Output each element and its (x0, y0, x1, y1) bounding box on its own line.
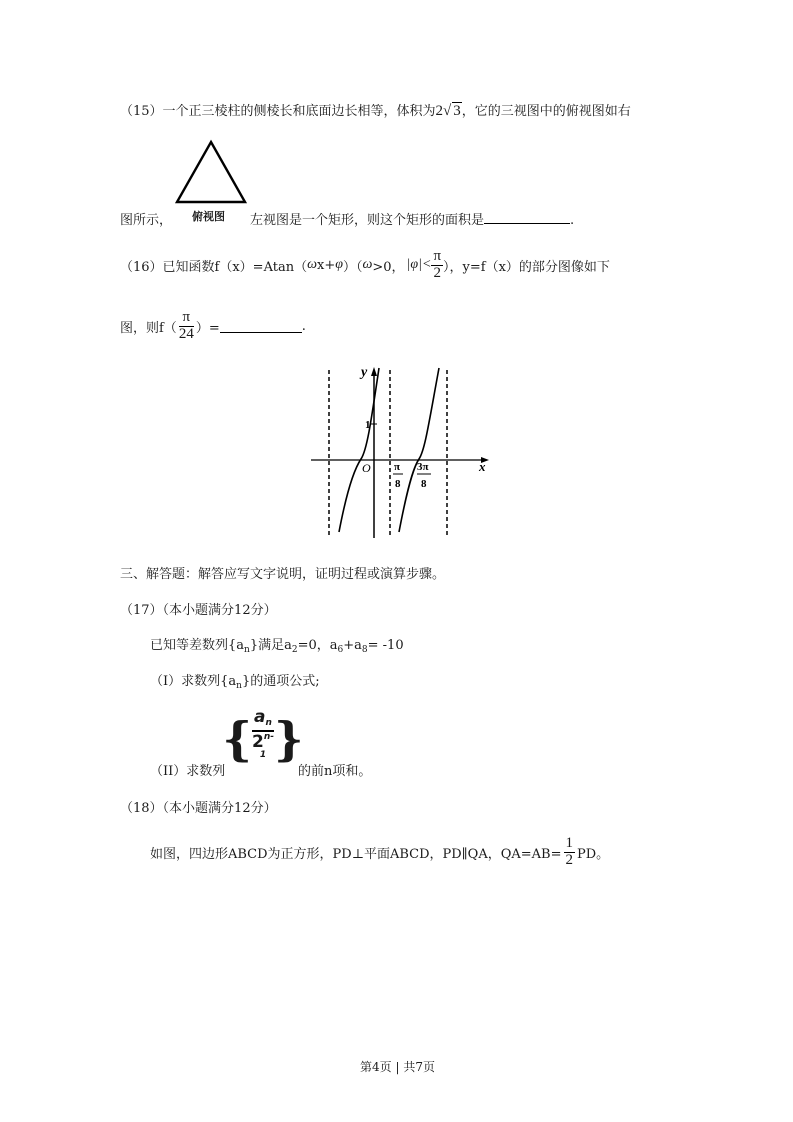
q15-text-end: ，它的三视图中的俯视图如右 (461, 104, 631, 119)
seq-sub: n (265, 717, 272, 728)
page-current: 第4页 (360, 1060, 392, 1074)
q15-question: 左视图是一个矩形，则这个矩形的面积是 (250, 213, 485, 228)
seq-den (252, 733, 274, 770)
part2-a: （II）求数列 (150, 764, 226, 779)
seq-fraction (252, 708, 274, 770)
q15-period: . (570, 213, 575, 228)
pi-over-24 (179, 310, 194, 343)
q15-radicand: 3 (453, 103, 461, 119)
section-3-heading: 三、解答题：解答应写文字说明，证明过程或演算步骤。 (120, 567, 446, 582)
q15-line2-start: 图所示， (120, 213, 173, 228)
q15-text: （15）一个正三棱柱的侧棱长和底面边长相等，体积为 (120, 104, 436, 119)
given-e: = -10 (367, 638, 404, 653)
q18-text (150, 832, 609, 872)
tick-3pi-den: 8 (421, 478, 427, 490)
top-view-label: 俯视图 (192, 210, 225, 223)
triangle-shape (177, 142, 245, 202)
given-d: +a (343, 638, 362, 653)
given-b: }满足a (249, 638, 292, 653)
x-label: x (479, 459, 486, 474)
tick-3pi-num: 3π (417, 461, 429, 473)
q17-given (150, 634, 404, 655)
seq-two: 2 (252, 731, 264, 752)
footer-separator: | (395, 1060, 400, 1074)
q17-part2-end: 的前n项和。 (298, 764, 372, 779)
seq-a: a (254, 706, 266, 727)
left-brace: { (222, 712, 252, 766)
tan-branch-1 (339, 368, 379, 532)
q16-text-a: （16）已知函数f（x）=Atan（ (120, 259, 308, 275)
seq-num (252, 708, 274, 729)
frac-num: π (433, 247, 442, 264)
sub-2: 2 (291, 645, 298, 655)
tan-branch-2 (399, 368, 439, 532)
q17-header: （17）（本小题满分12分） (120, 603, 277, 618)
given-a: 已知等差数列{a (150, 638, 245, 653)
frac-den: 2 (433, 264, 441, 281)
y-label: y (361, 365, 368, 380)
q18-header: （18）（本小题满分12分） (120, 801, 277, 816)
q16-line2-eq: ）= (195, 320, 220, 336)
q18-text-b: PD。 (577, 846, 610, 862)
sub-n: n (236, 681, 242, 691)
part1-b: }的通项公式; (241, 674, 320, 689)
given-c: =0，a (297, 638, 338, 653)
tick-pi-den: 8 (395, 478, 401, 490)
sub-8: 8 (361, 645, 368, 655)
one-half (564, 836, 576, 869)
page-footer (360, 1058, 435, 1075)
y-axis-arrow (371, 367, 377, 376)
phi: φ (335, 257, 343, 272)
q16-text-e: ），y=f（x）的部分图像如下 (443, 259, 610, 275)
answer-blank-15 (484, 211, 570, 224)
q16-line2 (120, 306, 306, 346)
page-total: 共7页 (403, 1060, 435, 1074)
q15-line2b (250, 209, 574, 228)
sequence-formula (222, 706, 304, 772)
answer-blank-16 (220, 320, 302, 333)
q15-line2 (120, 209, 172, 228)
q16-text-d: >0， (372, 259, 405, 275)
sub-6: 6 (337, 645, 344, 655)
q17-part2 (150, 760, 225, 779)
part1-a: （I）求数列{a (150, 674, 237, 689)
tick-pi-num: π (394, 461, 401, 473)
frac-den: 2 (565, 851, 573, 868)
frac-num: 1 (565, 834, 573, 851)
q16-text-b: x+ (316, 257, 336, 273)
y-tick-one: 1 (365, 419, 371, 431)
frac-num: π (182, 308, 191, 325)
omega-2: ω (362, 257, 373, 272)
q15-volume-coef: 2 (435, 103, 444, 119)
pi-over-2 (431, 249, 443, 282)
seq-exp: n-1 (259, 731, 274, 761)
q17-part1 (150, 670, 320, 691)
q15-line1 (120, 100, 631, 120)
abs-phi: |φ|< (406, 257, 432, 272)
tangent-graph (305, 362, 495, 540)
q16-period: . (301, 318, 306, 334)
sqrt-sign: √ (443, 103, 452, 119)
origin-label: O (362, 461, 371, 475)
frac-den: 24 (178, 325, 194, 342)
q16-line2-text: 图，则f（ (120, 320, 177, 336)
sub-n: n (244, 645, 250, 655)
right-brace: } (274, 712, 304, 766)
q16-text-c: ）（ (342, 259, 363, 275)
omega: ω (307, 257, 317, 272)
q18-text-a: 如图，四边形ABCD为正方形，PD⊥平面ABCD，PD∥QA，QA=AB= (150, 846, 562, 862)
q16-line1 (120, 246, 610, 284)
